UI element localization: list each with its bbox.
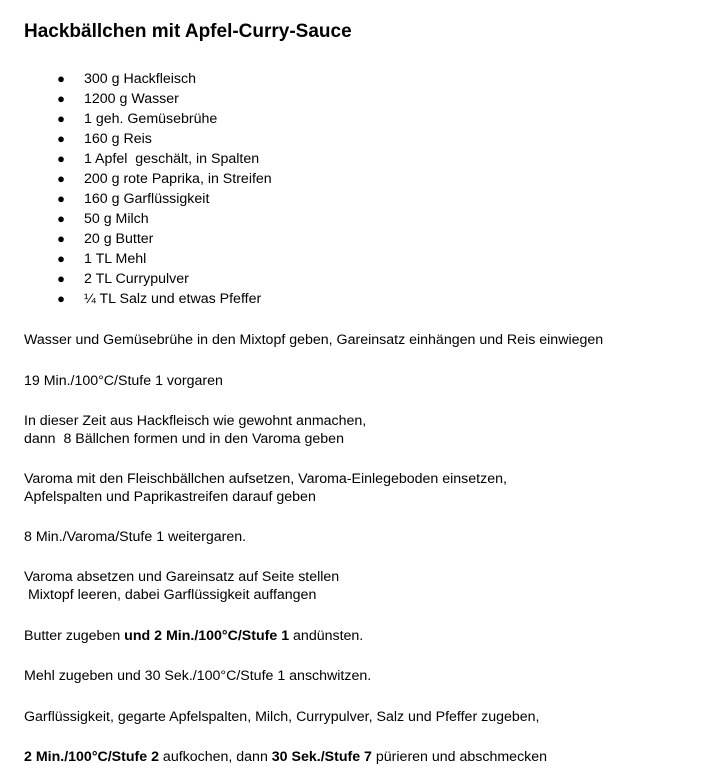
step-text: aufkochen, dann xyxy=(158,749,272,765)
step-bold-text: und 2 Min./100°C/Stufe 1 xyxy=(124,628,290,644)
ingredient-item xyxy=(0,129,272,149)
ingredient-text: 50 g Milch xyxy=(84,211,149,227)
bullet-icon: ● xyxy=(57,91,65,106)
step-paragraph-7 xyxy=(24,627,363,645)
step-line: Apfelspalten und Paprikastreifen darauf geben xyxy=(24,489,316,505)
step-paragraph-10 xyxy=(24,748,547,766)
ingredient-list xyxy=(0,69,272,309)
step-paragraph-4 xyxy=(24,470,507,506)
ingredient-text: 300 g Hackfleisch xyxy=(84,71,196,87)
step-paragraph-1: Wasser und Gemüsebrühe in den Mixtopf geben, Gareinsatz einhängen und Reis einwiegen xyxy=(24,332,604,348)
step-paragraph-6 xyxy=(24,568,339,604)
ingredient-text: 160 g Reis xyxy=(84,131,152,147)
ingredient-text: 160 g Garflüssigkeit xyxy=(84,191,210,207)
step-line: In dieser Zeit aus Hackfleisch wie gewohnt anmachen, xyxy=(24,413,367,429)
ingredient-text: 1200 g Wasser xyxy=(84,91,179,107)
bullet-icon: ● xyxy=(57,71,65,86)
step-bold-text: 30 Sek./Stufe 7 xyxy=(271,749,372,765)
bullet-icon: ● xyxy=(57,291,65,306)
ingredient-text: 1 TL Mehl xyxy=(84,251,147,267)
bullet-icon: ● xyxy=(57,211,65,226)
step-paragraph-8: Mehl zugeben und 30 Sek./100°C/Stufe 1 anschwitzen. xyxy=(24,668,372,684)
step-text: Butter zugeben xyxy=(24,628,125,644)
step-line: Mixtopf leeren, dabei Garflüssigkeit auffangen xyxy=(24,587,317,603)
step-line: dann 8 Bällchen formen und in den Varoma geben xyxy=(24,431,344,447)
ingredient-item xyxy=(0,209,272,229)
ingredient-text: 1 Apfel geschält, in Spalten xyxy=(84,151,260,167)
step-text: andünsten. xyxy=(289,628,364,644)
bullet-icon: ● xyxy=(57,111,65,126)
bullet-icon: ● xyxy=(57,231,65,246)
ingredient-text: 20 g Butter xyxy=(84,231,154,247)
step-bold-text: 2 Min./100°C/Stufe 2 xyxy=(24,749,159,765)
ingredient-item xyxy=(0,189,272,209)
step-paragraph-3 xyxy=(24,412,366,448)
bullet-icon: ● xyxy=(57,191,65,206)
step-line: Varoma absetzen und Gareinsatz auf Seite stellen xyxy=(24,569,340,585)
ingredient-item xyxy=(0,289,272,309)
bullet-icon: ● xyxy=(57,271,65,286)
ingredient-item xyxy=(0,89,272,109)
ingredient-item xyxy=(0,109,272,129)
bullet-icon: ● xyxy=(57,171,65,186)
bullet-icon: ● xyxy=(57,151,65,166)
ingredient-item xyxy=(0,229,272,249)
ingredient-text: ¼ TL Salz und etwas Pfeffer xyxy=(84,291,262,307)
ingredient-text: 1 geh. Gemüsebrühe xyxy=(84,111,218,127)
recipe-title: Hackbällchen mit Apfel-Curry-Sauce xyxy=(24,21,352,42)
ingredient-item xyxy=(0,249,272,269)
bullet-icon: ● xyxy=(57,131,65,146)
ingredient-text: 2 TL Currypulver xyxy=(84,271,189,287)
ingredient-text: 200 g rote Paprika, in Streifen xyxy=(84,171,272,187)
ingredient-item xyxy=(0,149,272,169)
step-paragraph-5: 8 Min./Varoma/Stufe 1 weitergaren. xyxy=(24,529,247,545)
step-paragraph-9: Garflüssigkeit, gegarte Apfelspalten, Milch, Currypulver, Salz und Pfeffer zugeben, xyxy=(24,709,540,725)
bullet-icon: ● xyxy=(57,251,65,266)
step-text: pürieren und abschmecken xyxy=(371,749,548,765)
ingredient-item xyxy=(0,269,272,289)
ingredient-item xyxy=(0,169,272,189)
step-line: Varoma mit den Fleischbällchen aufsetzen, Varoma-Einlegeboden einsetzen, xyxy=(24,471,507,487)
step-paragraph-2: 19 Min./100°C/Stufe 1 vorgaren xyxy=(24,373,223,389)
ingredient-item xyxy=(0,69,272,89)
